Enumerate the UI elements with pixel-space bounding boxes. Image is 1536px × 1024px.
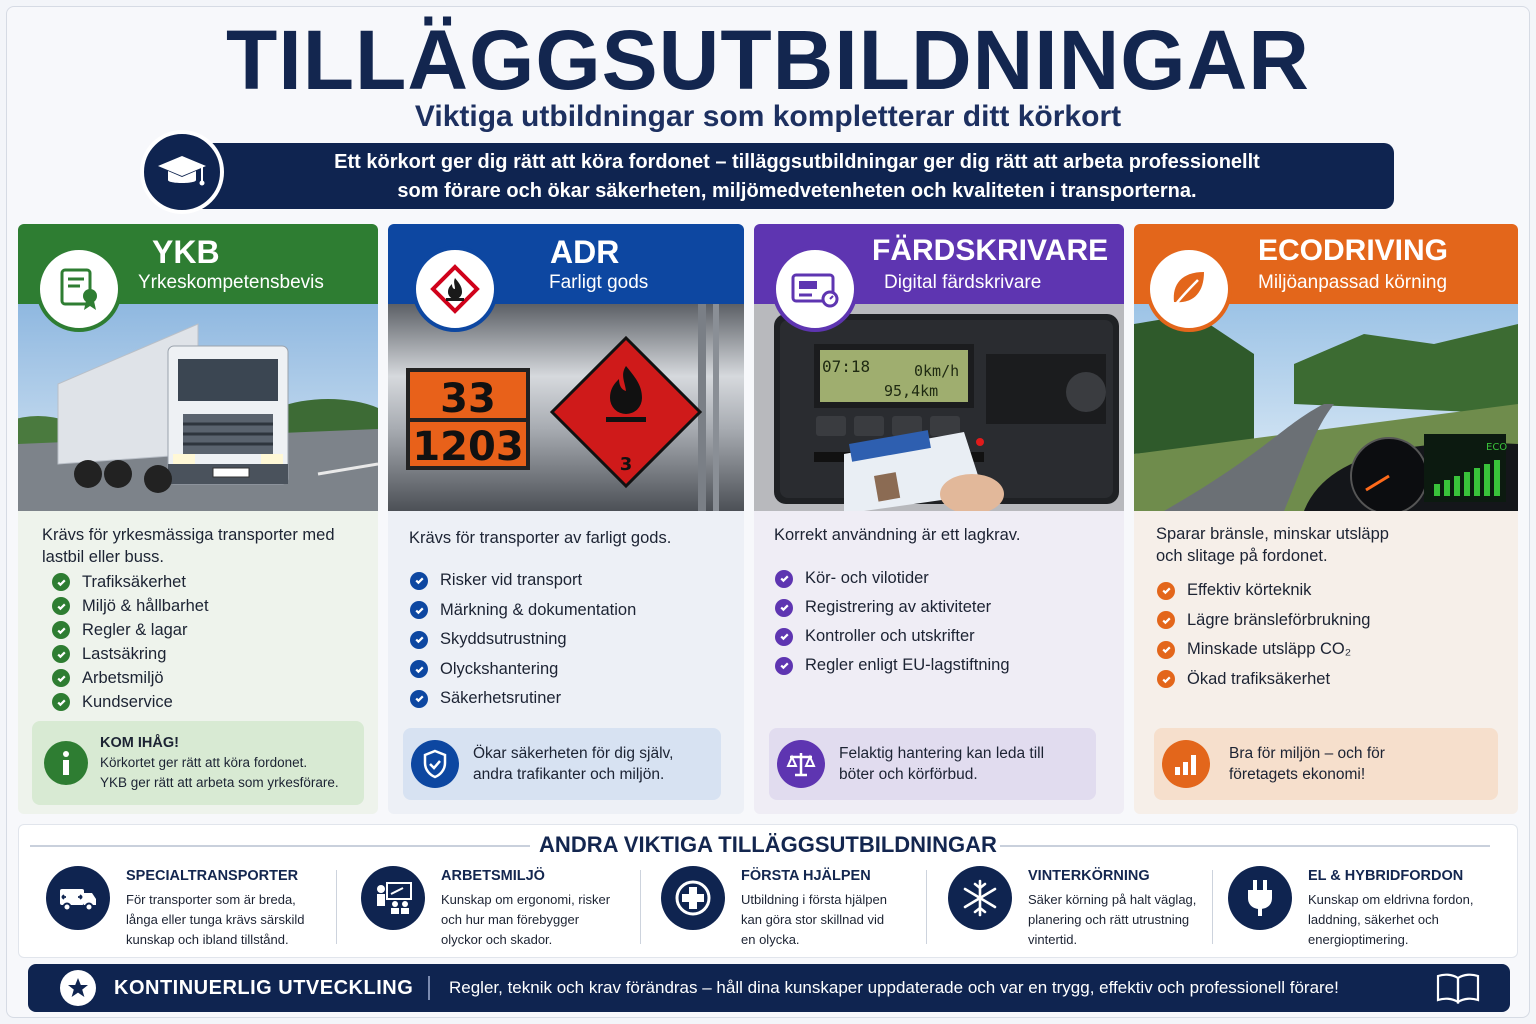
list-item-label: Regler enligt EU-lagstiftning	[805, 656, 1010, 674]
list-item-label: Kontroller och utskrifter	[805, 627, 975, 645]
check-icon	[52, 573, 70, 591]
list-item-label: Regler & lagar	[82, 620, 188, 639]
training-special-transports	[46, 862, 336, 952]
certificate-icon	[36, 246, 122, 332]
first-aid-icon	[661, 866, 725, 930]
check-icon	[410, 601, 428, 619]
desc-line: olyckor och skador.	[441, 932, 553, 947]
leaf-icon	[1146, 246, 1232, 332]
card-adr-title: ADR	[550, 234, 620, 270]
list-item-label: Kör- och vilotider	[805, 569, 929, 587]
desc-line: och hur man förebygger	[441, 912, 580, 927]
road-dashboard-photo	[1134, 304, 1518, 511]
check-icon	[775, 657, 793, 675]
list-item-label: Lastsäkring	[82, 644, 167, 663]
training-first-aid	[661, 862, 951, 952]
desc-line: Säker körning på halt väglag,	[1028, 892, 1197, 907]
list-item-label: Säkerhetsrutiner	[440, 689, 562, 708]
training-title: FÖRSTA HJÄLPEN	[741, 868, 871, 884]
note-line-2: andra trafikanter och miljön.	[473, 766, 665, 783]
tacho-distance: 95,4km	[884, 382, 939, 400]
training-icon	[361, 866, 425, 930]
card-ykb-intro-line-1: Krävs för yrkesmässiga transporter med	[42, 526, 335, 544]
card-ykb-note-title: KOM IHÅG!	[100, 735, 179, 751]
info-icon	[44, 741, 88, 785]
card-adr-intro: Krävs för transporter av farligt gods.	[409, 529, 672, 547]
list-item	[775, 651, 1010, 680]
card-ecodriving-title: ECODRIVING	[1258, 234, 1449, 267]
list-item-label: Lägre bränsleförbrukning	[1187, 610, 1371, 629]
desc-line: energioptimering.	[1308, 932, 1409, 947]
training-electric-hybrid	[1228, 862, 1518, 952]
desc-line: Utbildning i första hjälpen	[741, 892, 887, 907]
card-ecodriving-intro-line-1: Sparar bränsle, minskar utsläpp	[1156, 525, 1389, 543]
list-item-label: Minskade utsläpp CO₂	[1187, 640, 1352, 659]
un-plate-top: 33	[440, 376, 496, 422]
check-icon	[52, 645, 70, 663]
intro-banner	[180, 143, 1394, 209]
list-item	[1157, 576, 1370, 606]
list-item	[52, 642, 209, 666]
list-item	[775, 622, 1010, 651]
banner-line-2: som förare och ökar säkerheten, miljömedvetenheten och kvaliteten i transporterna.	[397, 180, 1197, 202]
desc-line: en olycka.	[741, 932, 800, 947]
tacho-time: 07:18	[822, 357, 871, 376]
check-icon	[410, 572, 428, 590]
list-item-label: Kundservice	[82, 692, 173, 711]
card-tachograph-note-text	[839, 743, 1044, 785]
card-adr-note-text	[473, 743, 673, 785]
note-line-2: företagets ekonomi!	[1229, 766, 1366, 783]
desc-line: kan göra stor skillnad vid	[741, 912, 885, 927]
divider	[336, 870, 337, 944]
check-icon	[52, 621, 70, 639]
training-work-environment	[361, 862, 651, 952]
card-tachograph-list	[775, 564, 1010, 680]
snowflake-icon	[948, 866, 1012, 930]
divider	[428, 976, 430, 1000]
list-item-label: Märkning & dokumentation	[440, 600, 637, 619]
list-item-label: Risker vid transport	[440, 571, 583, 590]
card-ykb-title: YKB	[152, 234, 220, 270]
note-line-1: Körkortet ger rätt att köra fordonet.	[100, 755, 308, 770]
training-description	[126, 890, 331, 950]
check-icon	[52, 669, 70, 687]
divider	[1212, 870, 1213, 944]
list-item	[410, 566, 636, 596]
list-item-label: Effektiv körteknik	[1187, 581, 1312, 600]
card-tachograph-intro: Korrekt användning är ett lagkrav.	[774, 526, 1021, 544]
list-item	[410, 684, 636, 714]
note-line-2: YKB ger rätt att arbeta som yrkesförare.	[100, 775, 339, 790]
shield-check-icon	[411, 740, 459, 788]
training-title: EL & HYBRIDFORDON	[1308, 868, 1464, 884]
card-ykb-note-text	[100, 753, 339, 793]
list-item	[52, 570, 209, 594]
scales-icon	[777, 740, 825, 788]
desc-line: Kunskap om ergonomi, risker	[441, 892, 611, 907]
note-line-1: Bra för miljön – och för	[1229, 745, 1385, 762]
plug-icon	[1228, 866, 1292, 930]
card-ecodriving	[1134, 224, 1518, 814]
check-icon	[1157, 670, 1175, 688]
list-item	[52, 690, 209, 714]
check-icon	[410, 631, 428, 649]
desc-line: planering och rätt utrustning	[1028, 912, 1190, 927]
list-item-label: Registrering av aktiviteter	[805, 598, 992, 616]
list-item-label: Miljö & hållbarhet	[82, 596, 209, 615]
tachograph-photo	[754, 304, 1124, 511]
card-tachograph	[754, 224, 1124, 814]
list-item-label: Trafiksäkerhet	[82, 572, 186, 591]
desc-line: För transporter som är breda,	[126, 892, 296, 907]
star-icon	[60, 970, 96, 1006]
graduation-cap-icon	[140, 130, 224, 214]
card-ykb	[18, 224, 378, 814]
footer-banner	[28, 964, 1510, 1012]
book-icon	[1436, 972, 1480, 1009]
divider	[640, 870, 641, 944]
list-item-label: Skyddsutrustning	[440, 630, 567, 649]
note-line-2: böter och körförbud.	[839, 766, 978, 783]
training-description	[1308, 890, 1513, 950]
footer-title: KONTINUERLIG UTVECKLING	[114, 977, 414, 999]
desc-line: vintertid.	[1028, 932, 1078, 947]
check-icon	[775, 628, 793, 646]
desc-line: laddning, säkerhet och	[1308, 912, 1439, 927]
truck-photo	[18, 304, 378, 511]
list-item-label: Arbetsmiljö	[82, 668, 164, 687]
check-icon	[52, 693, 70, 711]
training-title: ARBETSMILJÖ	[441, 868, 545, 884]
card-adr	[388, 224, 744, 814]
check-icon	[1157, 611, 1175, 629]
list-item	[410, 596, 636, 626]
un-plate-bottom: 1203	[412, 424, 524, 470]
list-item	[775, 593, 1010, 622]
page-title: TILLÄGGSUTBILDNINGAR	[226, 13, 1310, 107]
note-line-1: Ökar säkerheten för dig själv,	[473, 745, 674, 762]
footer-text: Regler, teknik och krav förändras – håll dina kunskaper uppdaterade och var en trygg, effektiv och professionell förare!	[449, 978, 1339, 997]
divider	[926, 870, 927, 944]
desc-line: långa eller tunga krävs särskild	[126, 912, 305, 927]
card-ecodriving-note	[1154, 728, 1498, 800]
card-ykb-intro	[42, 524, 335, 568]
list-item-label: Ökad trafiksäkerhet	[1187, 669, 1331, 688]
list-item	[52, 666, 209, 690]
check-icon	[1157, 582, 1175, 600]
list-item	[410, 625, 636, 655]
wide-truck-icon	[46, 866, 110, 930]
eco-indicator-label: ECO	[1486, 442, 1508, 453]
card-ecodriving-intro	[1156, 523, 1389, 567]
training-title: VINTERKÖRNING	[1028, 868, 1150, 884]
hazard-class-number: 3	[619, 454, 633, 475]
desc-line: Kunskap om eldrivna fordon,	[1308, 892, 1474, 907]
training-description	[741, 890, 946, 950]
card-ykb-subtitle: Yrkeskompetensbevis	[138, 272, 324, 293]
list-item-label: Olyckshantering	[440, 659, 559, 678]
list-item	[52, 594, 209, 618]
card-adr-note	[403, 728, 721, 800]
list-item	[52, 618, 209, 642]
card-tachograph-subtitle: Digital färdskrivare	[884, 272, 1042, 293]
tank-truck-photo	[388, 304, 744, 511]
card-ykb-note	[32, 721, 364, 805]
check-icon	[775, 599, 793, 617]
list-item	[410, 655, 636, 685]
card-ecodriving-list	[1157, 576, 1370, 694]
list-item	[1157, 606, 1370, 636]
check-icon	[52, 597, 70, 615]
note-line-1: Felaktig hantering kan leda till	[839, 745, 1045, 762]
desc-line: kunskap och ibland tillstånd.	[126, 932, 289, 947]
training-description	[441, 890, 646, 950]
card-ecodriving-subtitle: Miljöanpassad körning	[1258, 272, 1448, 293]
check-icon	[1157, 641, 1175, 659]
check-icon	[410, 660, 428, 678]
other-trainings-title: ANDRA VIKTIGA TILLÄGGSUTBILDNINGAR	[539, 832, 997, 857]
card-ecodriving-intro-line-2: och slitage på fordonet.	[1156, 547, 1328, 565]
card-adr-subtitle: Farligt gods	[549, 272, 649, 293]
card-adr-list	[410, 566, 636, 714]
card-ecodriving-note-text	[1229, 743, 1385, 785]
training-title: SPECIALTRANSPORTER	[126, 868, 299, 884]
tacho-speed: 0km/h	[914, 362, 960, 380]
card-ykb-intro-line-2: lastbil eller buss.	[42, 548, 164, 566]
training-description	[1028, 890, 1233, 950]
banner-line-1: Ett körkort ger dig rätt att köra fordonet – tilläggsutbildningar ger dig rätt att arbeta professionellt	[334, 151, 1260, 173]
list-item	[1157, 665, 1370, 695]
check-icon	[410, 690, 428, 708]
training-winter-driving	[948, 862, 1238, 952]
list-item	[1157, 635, 1370, 665]
hazard-flame-icon	[412, 246, 498, 332]
tachograph-icon	[772, 246, 858, 332]
page-subtitle: Viktiga utbildningar som kompletterar ditt körkort	[414, 100, 1122, 133]
bar-chart-icon	[1162, 740, 1210, 788]
card-tachograph-note	[769, 728, 1096, 800]
list-item	[775, 564, 1010, 593]
check-icon	[775, 570, 793, 588]
card-tachograph-title: FÄRDSKRIVARE	[872, 234, 1109, 267]
card-ykb-list	[52, 570, 209, 714]
